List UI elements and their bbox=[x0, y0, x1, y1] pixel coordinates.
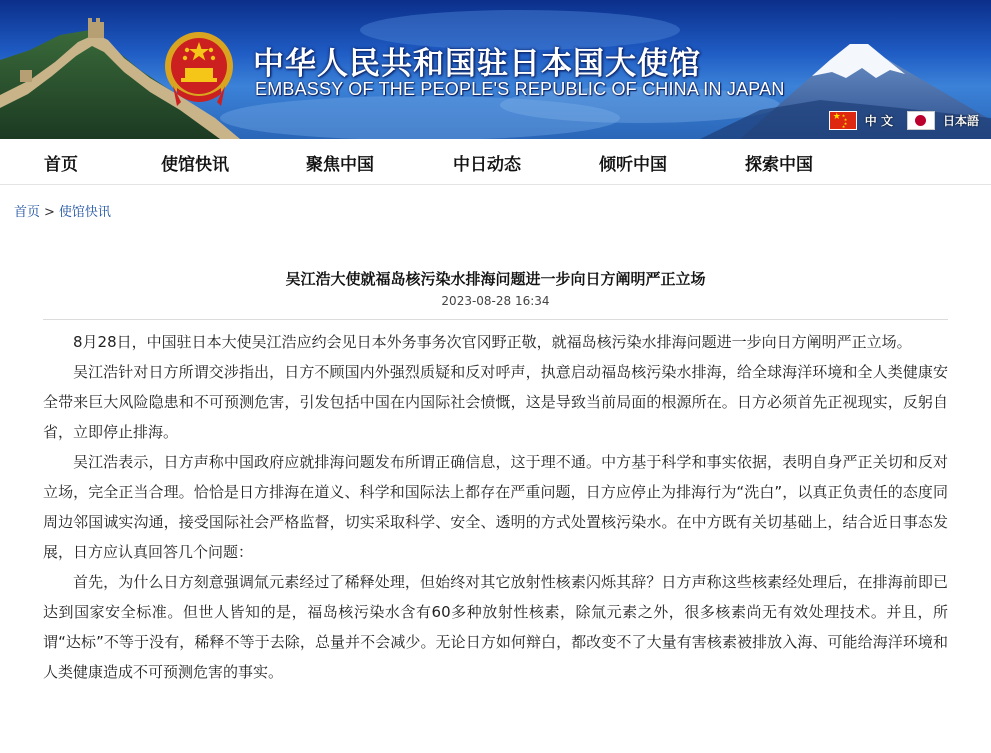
breadcrumb-home-link[interactable]: 首页 bbox=[14, 205, 41, 220]
nav-item-china-japan-news[interactable]: 中日动态 bbox=[453, 155, 521, 175]
article-date: 2023-08-28 16:34 bbox=[441, 294, 550, 308]
breadcrumb bbox=[14, 201, 111, 220]
article-paragraph: 8月28日，中国驻日本大使吴江浩应约会见日本外务事务次官冈野正敬，就福岛核污染水排海问题进一步向日方阐明严正立场。 bbox=[73, 333, 912, 351]
article-paragraph: 首先，为什么日方刻意强调氚元素经过了稀释处理，但始终对其它放射性核素闪烁其辞？日方声称这些核素经处理后，在排海前即已达到国家安全标准。但世人皆知的是，福岛核污染水含有60多种放射性核素，除氚元素之外，很多核素尚无有效处理技术。并且，所谓“达标”不等于没有，稀释不等于去除，总量并不会减少。无论日方如何辩白，都改变不了大量有害核素被排放入海、可能给海洋环境和人类健康造成不可预测危害的事实。 bbox=[43, 573, 948, 681]
japan-flag-icon bbox=[907, 111, 935, 130]
site-title-chinese: 中华人民共和国驻日本国大使馆 bbox=[253, 46, 701, 82]
article-title: 吴江浩大使就福岛核污染水排海问题进一步向日方阐明严正立场 bbox=[285, 270, 706, 288]
nav-item-home[interactable]: 首页 bbox=[44, 155, 78, 175]
language-switcher bbox=[815, 110, 979, 130]
language-japanese-link[interactable] bbox=[907, 111, 979, 130]
nav-item-listen-china[interactable]: 倾听中国 bbox=[599, 155, 667, 175]
breadcrumb-current-link[interactable]: 使馆快讯 bbox=[58, 205, 111, 220]
article-body bbox=[43, 327, 948, 687]
main-nav bbox=[0, 139, 991, 185]
language-chinese-label[interactable]: 中 文 bbox=[864, 113, 893, 128]
nav-item-explore-china[interactable]: 探索中国 bbox=[745, 155, 813, 175]
language-japanese-label[interactable]: 日本語 bbox=[942, 113, 979, 128]
header-banner bbox=[0, 0, 991, 139]
article-paragraph: 吴江浩表示，日方声称中国政府应就排海问题发布所谓正确信息，这于理不通。中方基于科学和事实依据，表明自身严正关切和反对立场，完全正当合理。恰恰是日方排海在道义、科学和国际法上都存在严重问题，日方应停止为排海行为“洗白”，以真正负责任的态度同周边邻国诚实沟通，接受国际社会严格监督，切实采取科学、安全、透明的方式处置核污染水。在中方既有关切基础上，结合近日事态发展，日方应认真回答几个问题： bbox=[43, 453, 948, 561]
china-flag-icon: ★ ★ ★ ★ ★ bbox=[829, 111, 857, 130]
site-title-english: EMBASSY OF THE PEOPLE'S REPUBLIC OF CHINA IN JAPAN bbox=[255, 79, 785, 99]
national-emblem-icon bbox=[163, 28, 235, 108]
breadcrumb-separator: > bbox=[44, 205, 55, 220]
nav-item-embassy-news[interactable]: 使馆快讯 bbox=[161, 155, 229, 175]
article-paragraph: 吴江浩针对日方所谓交涉指出，日方不顾国内外强烈质疑和反对呼声，执意启动福岛核污染水排海，给全球海洋环境和全人类健康安全带来巨大风险隐患和不可预测危害，引发包括中国在内国际社会愤慨，这是导致当前局面的根源所在。日方必须首先正视现实，反躬自省，立即停止排海。 bbox=[43, 363, 948, 441]
nav-item-focus-china[interactable]: 聚焦中国 bbox=[306, 155, 374, 175]
article-divider bbox=[43, 319, 948, 320]
language-chinese-link[interactable] bbox=[829, 111, 893, 130]
